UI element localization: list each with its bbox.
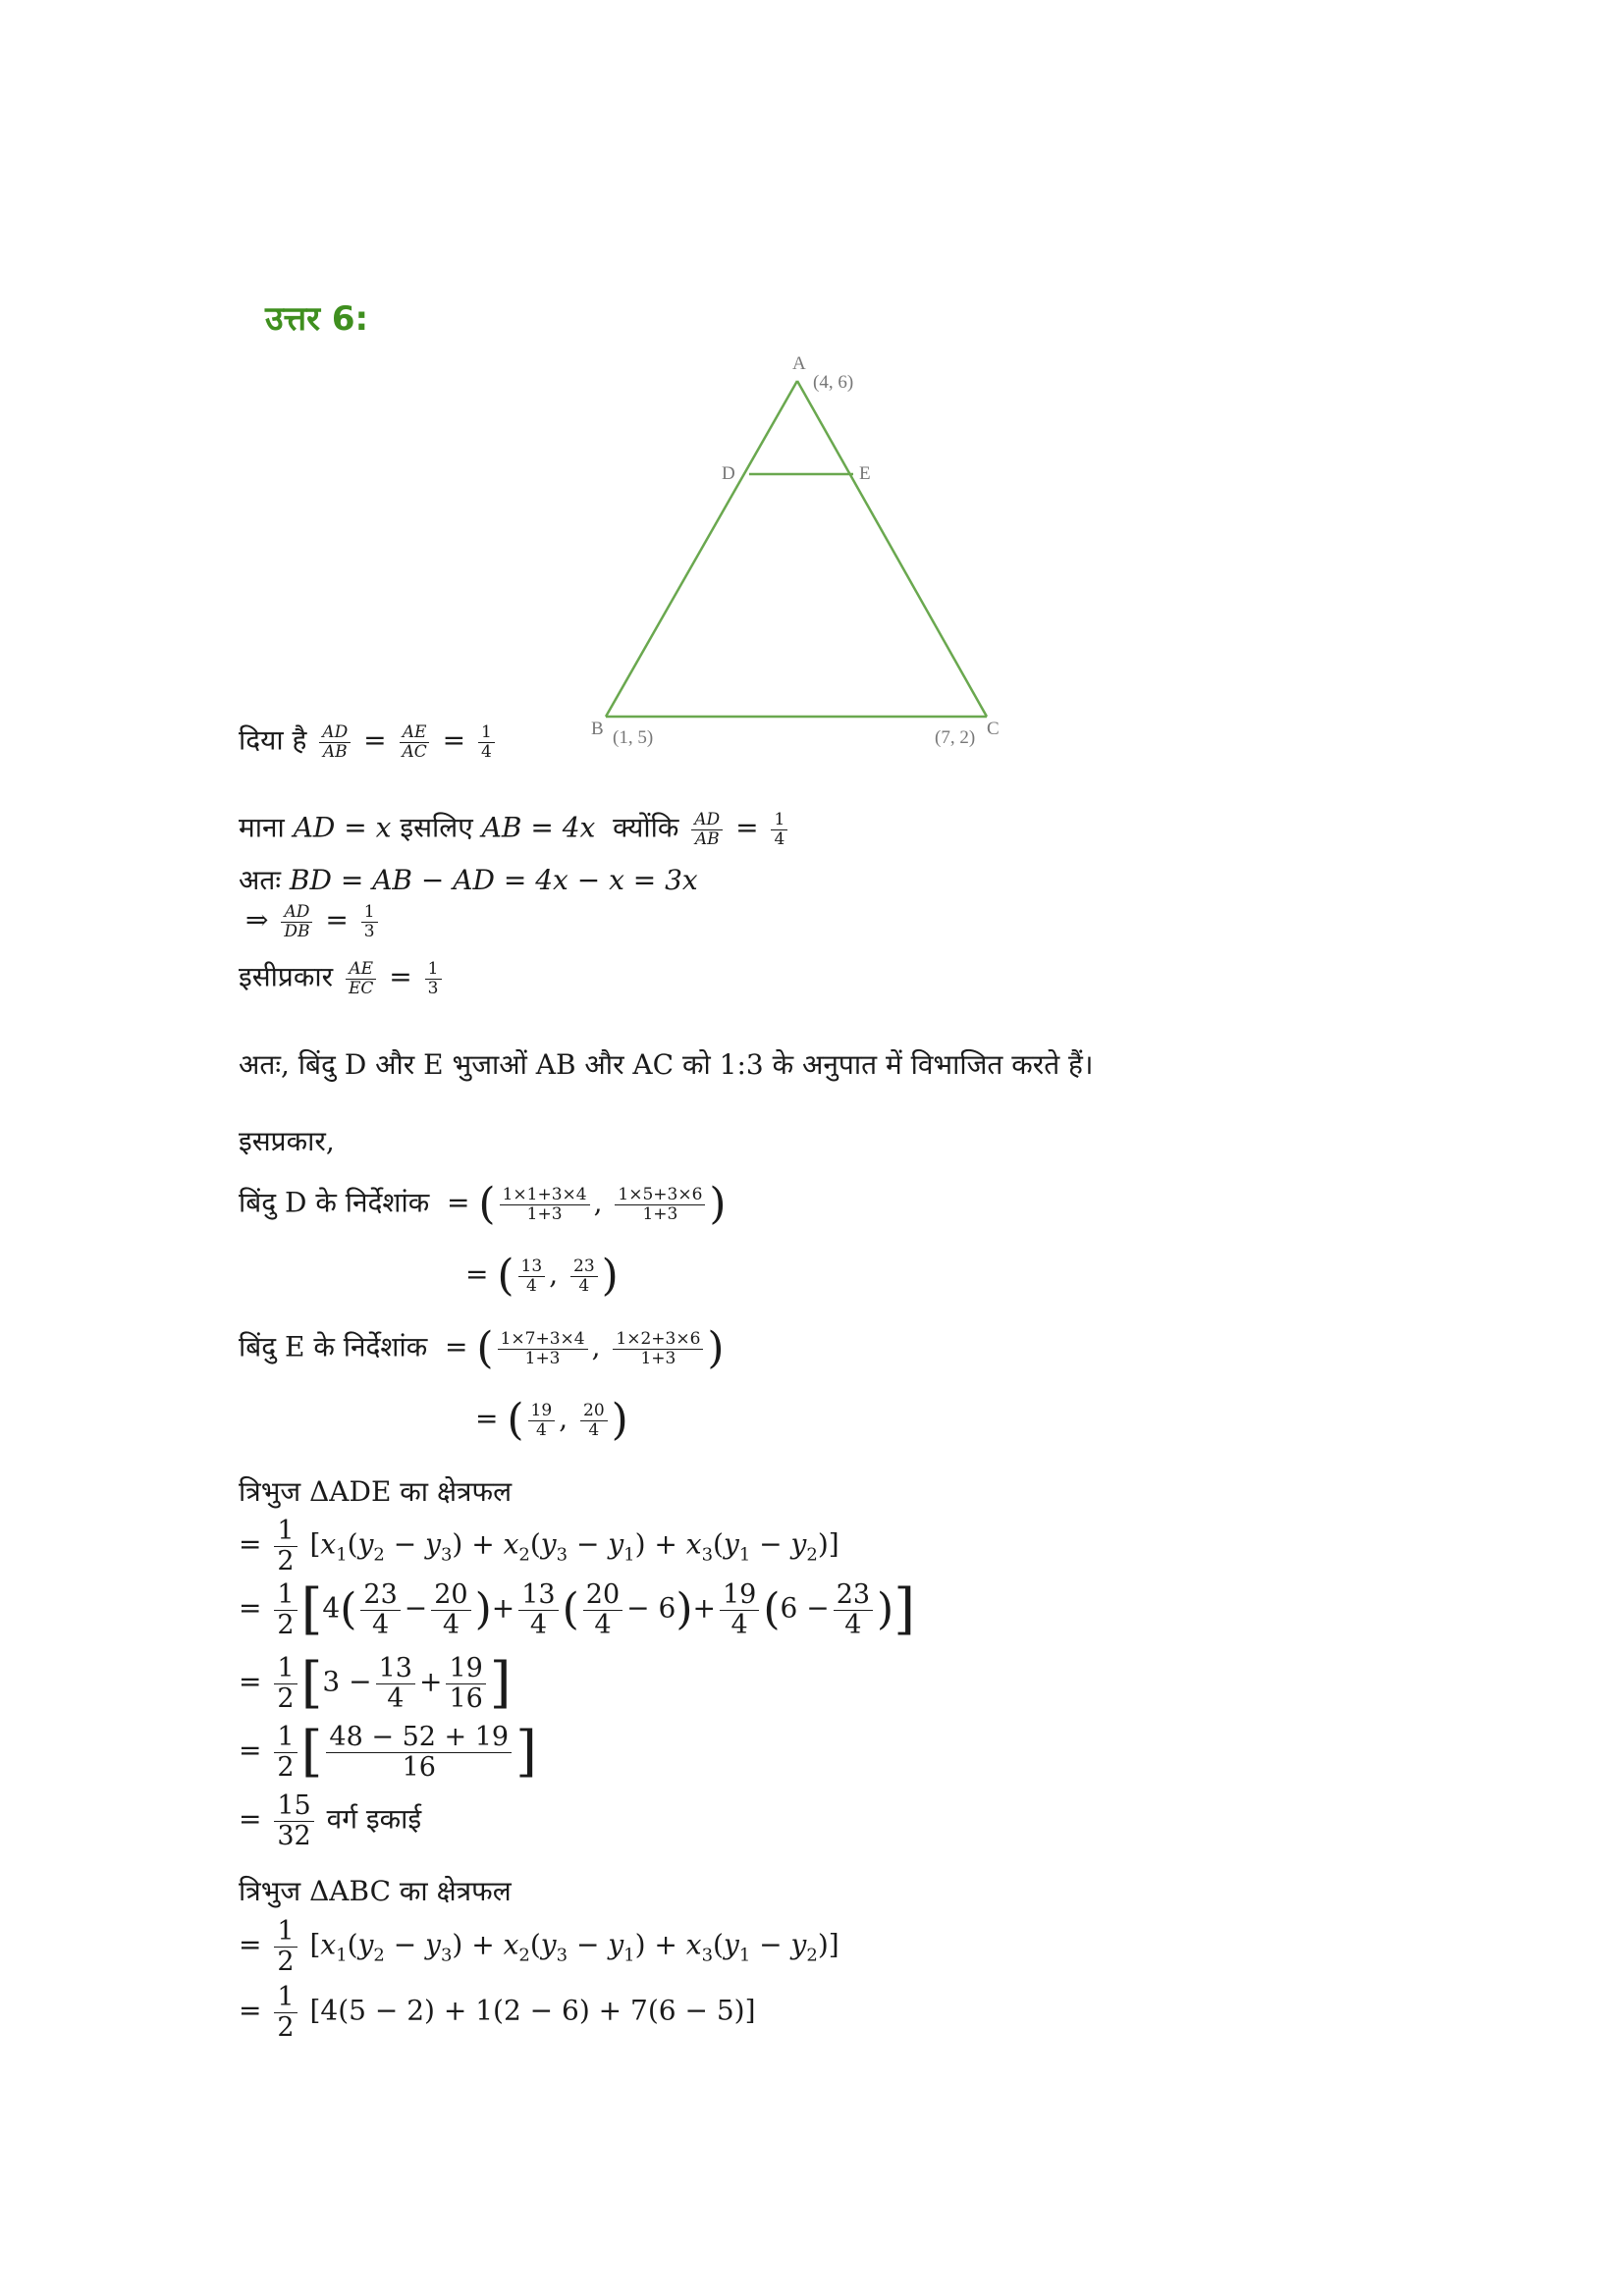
area-abc-title: त्रिभुज ΔABC का क्षेत्रफल bbox=[239, 1875, 512, 1907]
vertex-a-coord: (4, 6) bbox=[813, 372, 854, 393]
vertex-a-label: A bbox=[792, 353, 806, 374]
area-ade-step3: = $\frac{1}{2}$ [3 − $\frac{13}{4}$ + $\frac{19}{16}$ ] bbox=[239, 1651, 512, 1716]
conclusion-line: अतः, बिंदु D और E भुजाओं AB और AC को 1:3 के अनुपात में विभाजित करते हैं। bbox=[239, 1048, 1094, 1081]
given-line: दिया है $\frac{AD}{AB}$ = $\frac{AE}{AC}$ = $\frac{1}{4}$ bbox=[239, 723, 499, 761]
point-e-formula: बिंदु E के निर्देशांक = ( $\frac{1\times 7+3\times 4}{1+3}$ , $\frac{1\times 2+3\times 6}{1+3}$ ) bbox=[239, 1323, 725, 1373]
triangle-figure bbox=[569, 344, 1041, 766]
area-abc-step2: = $\frac{1}{2}$ [4(5 − 2) + 1(2 − 6) + 7(6 − 5)] bbox=[239, 1982, 756, 2043]
let-line: माना AD = x इसलिए AB = 4x क्योंकि $\frac{AD}{AB}$ = $\frac{1}{4}$ bbox=[239, 811, 791, 848]
vertex-c-label: C bbox=[987, 719, 1000, 739]
area-ade-step4: = $\frac{1}{2}$ [ $\frac{48 - 52 + 19}{16}$ ] bbox=[239, 1720, 537, 1785]
area-ade-title: त्रिभुज ΔADE का क्षेत्रफल bbox=[239, 1475, 513, 1508]
area-ade-step1: = $\frac{1}{2}$ $[x_1(y_2 - y_3) + x_2(y_3 - y_1) + x_3(y_1 - y_2)]$ bbox=[239, 1516, 839, 1576]
similarly-line: इसीप्रकार $\frac{AE}{EC}$ = $\frac{1}{3}$ bbox=[239, 960, 446, 997]
point-e-label: E bbox=[859, 463, 871, 484]
side-ac bbox=[797, 381, 987, 717]
point-e-result: = ( $\frac{19}{4}$ , $\frac{20}{4}$ ) bbox=[475, 1395, 628, 1445]
point-d-result: = ( $\frac{13}{4}$ , $\frac{23}{4}$ ) bbox=[465, 1251, 619, 1301]
point-d-formula: बिंदु D के निर्देशांक = ( $\frac{1\times 1+3\times 4}{1+3}$ , $\frac{1\times 5+3\times 6}{1+3}$ ) bbox=[239, 1179, 727, 1229]
vertex-b-coord: (1, 5) bbox=[613, 727, 654, 748]
vertex-c-coord: (7, 2) bbox=[935, 727, 976, 748]
hence-line: अतः BD = AB − AD = 4x − x = 3x bbox=[239, 864, 698, 896]
implies-line: ⇒ $\frac{AD}{DB}$ = $\frac{1}{3}$ bbox=[245, 903, 382, 940]
area-ade-step2: = $\frac{1}{2}$ [4( $\frac{23}{4}$ − $\frac{20}{4}$ )+ $\frac{13}{4}$ ( $\frac{20}{4}$ − 6)+ $\frac{19}{4}$ (6 − $\frac{23}{4}$ )] bbox=[239, 1577, 916, 1642]
area-ade-result: = $\frac{15}{32}$ वर्ग इकाई bbox=[239, 1790, 422, 1851]
side-ab bbox=[606, 381, 797, 717]
point-d-label: D bbox=[722, 463, 735, 484]
area-abc-step1: = $\frac{1}{2}$ $[x_1(y_2 - y_3) + x_2(y_3 - y_1) + x_3(y_1 - y_2)]$ bbox=[239, 1916, 839, 1977]
vertex-b-label: B bbox=[591, 719, 604, 739]
answer-heading: उत्तर 6: bbox=[265, 299, 369, 339]
thus-line: इसप्रकार, bbox=[239, 1125, 335, 1157]
